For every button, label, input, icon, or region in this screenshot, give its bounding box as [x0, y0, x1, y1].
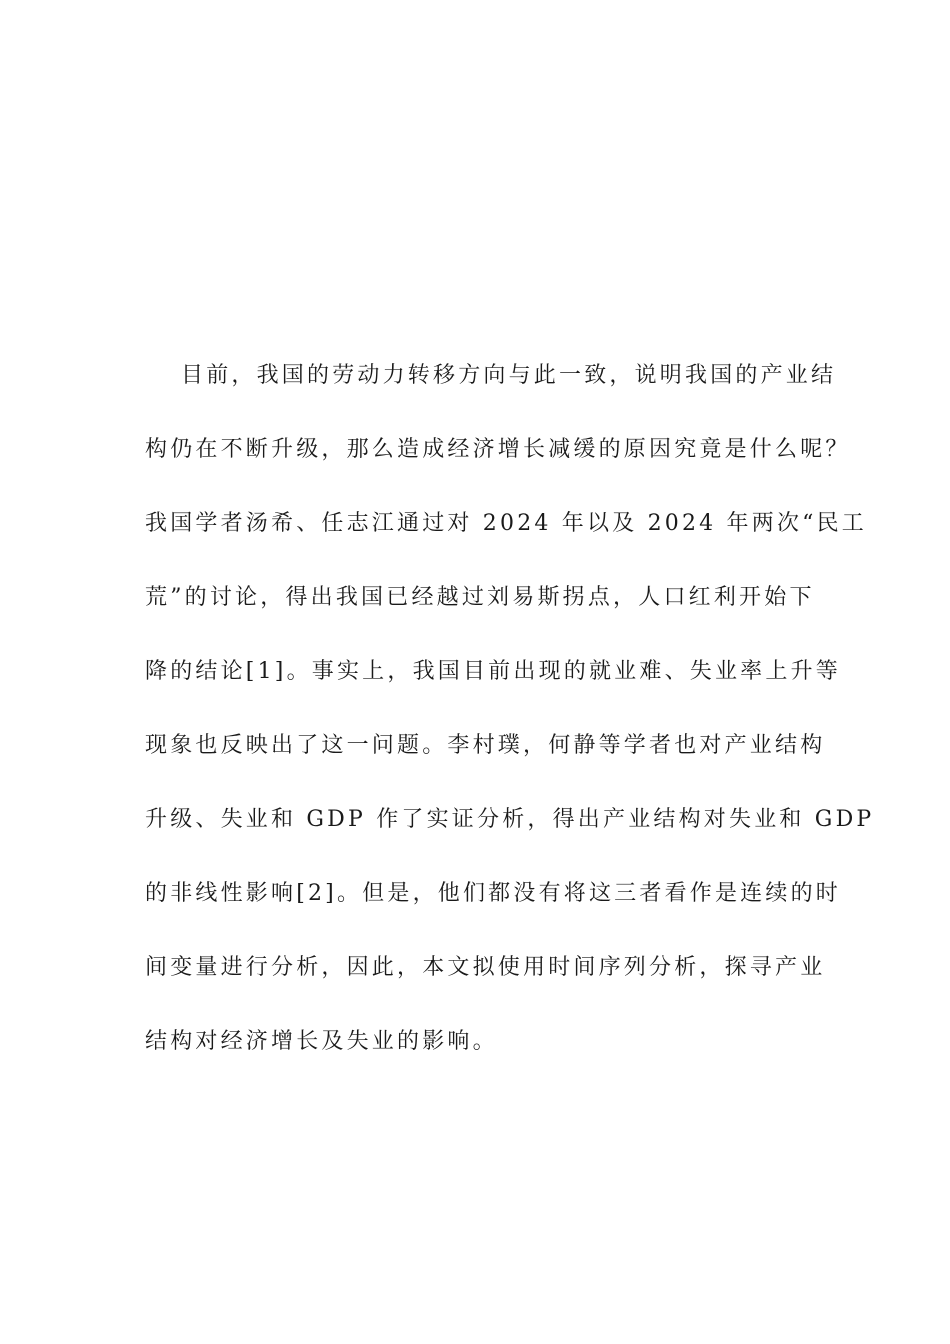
paragraph-line: 结构对经济增长及失业的影响。 [145, 1029, 498, 1054]
paragraph-line: 构仍在不断升级，那么造成经济增长减缓的原因究竟是什么呢？ [145, 437, 851, 462]
paragraph-line: 现象也反映出了这一问题。李村璞，何静等学者也对产业结构 [145, 733, 826, 758]
paragraph-line: 升级、失业和 GDP 作了实证分析，得出产业结构对失业和 GDP [145, 807, 875, 832]
paragraph-line: 我国学者汤希、任志江通过对 2024 年以及 2024 年两次“民工 [145, 511, 867, 536]
paragraph-line: 目前，我国的劳动力转移方向与此一致，说明我国的产业结 [181, 363, 837, 388]
paragraph-line: 间变量进行分析，因此，本文拟使用时间序列分析，探寻产业 [145, 955, 826, 980]
paragraph-line: 降的结论[1]。事实上，我国目前出现的就业难、失业率上升等 [145, 659, 841, 684]
paragraph-line: 的非线性影响[2]。但是，他们都没有将这三者看作是连续的时 [145, 881, 841, 906]
body-paragraph [145, 357, 875, 1097]
paragraph-line: 荒”的讨论，得出我国已经越过刘易斯拐点，人口红利开始下 [145, 585, 815, 610]
